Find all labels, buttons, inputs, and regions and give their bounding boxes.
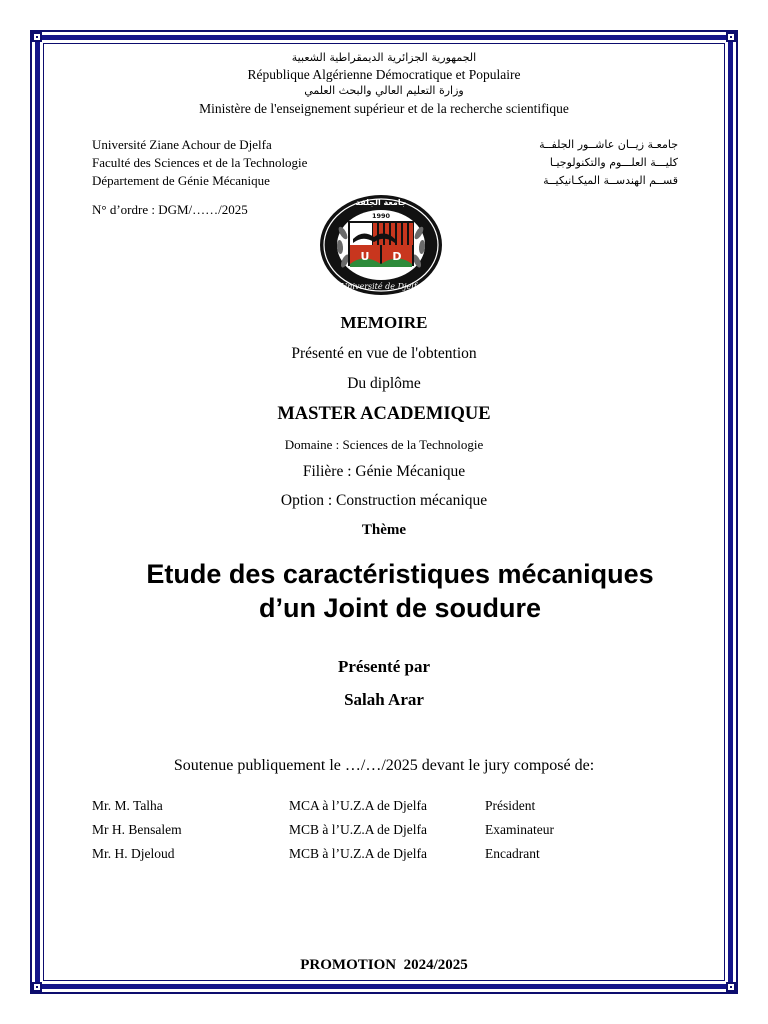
logo-french-text: Université de Djelfa [340,282,422,291]
jury-member-role: Président [485,798,536,813]
thesis-title-line-2: d’un Joint de soudure [259,593,541,623]
jury-member-role: Encadrant [485,846,540,861]
header-ministry-arabic: وزارة التعليم العالي والبحث العلمي [304,84,464,97]
option-label: Option : Construction mécanique [280,492,488,509]
header-ministry-french: Ministère de l'enseignement supérieur et de la recherche scientifique [199,101,569,116]
border-corner-ornament [32,32,42,42]
presented-by-label: Présenté par [337,657,431,676]
theme-label: Thème [361,522,407,538]
logo-arabic-text: جامعة الجلفة [355,198,407,207]
jury-member-grade: MCA à l’U.Z.A de Djelfa [289,798,427,813]
logo-year: 1990 [371,212,391,220]
jury-member-name: Mr H. Bensalem [92,822,182,837]
institution-french [92,136,307,190]
university-name: Université Ziane Achour de Djelfa [92,137,272,152]
document-type: MEMOIRE [340,313,428,332]
order-number: N° d’ordre : DGM/……/2025 [92,202,248,217]
author-name: Salah Arar [344,690,424,709]
university-name-arabic: جامعـة زيــان عاشــور الجلفــة [539,138,678,151]
header-republic-arabic: الجمهورية الجزائرية الديمقراطية الشعبية [291,51,477,64]
department-name: Département de Génie Mécanique [92,173,270,188]
jury-member-role: Examinateur [485,822,554,837]
faculty-name-arabic: كليـــة العلـــوم والتكنولوجيـا [549,156,678,169]
domain-label: Domaine : Sciences de la Technologie [284,437,484,452]
university-logo [318,193,444,297]
jury-member-grade: MCB à l’U.Z.A de Djelfa [289,846,427,861]
diploma-label: Du diplôme [347,375,421,392]
jury-member-name: Mr. M. Talha [92,798,163,813]
promotion-year: PROMOTION 2024/2025 [300,957,468,973]
thesis-title-line-1: Etude des caractéristiques mécaniques [146,559,654,589]
degree-name: MASTER ACADEMIQUE [277,404,491,424]
field-label: Filière : Génie Mécanique [302,463,466,480]
defense-statement: Soutenue publiquement le …/…/2025 devant le jury composé de: [173,757,595,774]
presented-for: Présenté en vue de l'obtention [291,345,477,362]
header-republic-french: République Algérienne Démocratique et Populaire [247,67,521,82]
institution-arabic [500,136,678,190]
department-name-arabic: قســم الهندســة الميكـانيكيــة [543,174,678,187]
border-corner-ornament [726,982,736,992]
logo-letter-u: U [360,250,370,263]
jury-member-grade: MCB à l’U.Z.A de Djelfa [289,822,427,837]
logo-letter-d: D [392,250,402,263]
border-corner-ornament [32,982,42,992]
border-corner-ornament [726,32,736,42]
jury-member-name: Mr. H. Djeloud [92,846,175,861]
faculty-name: Faculté des Sciences et de la Technologie [92,155,308,170]
thesis-title [16,557,768,625]
